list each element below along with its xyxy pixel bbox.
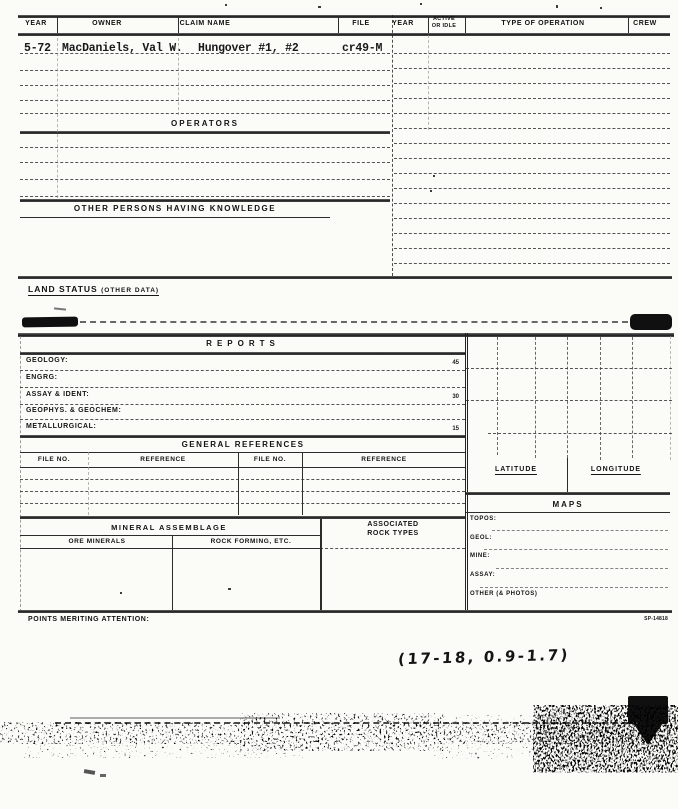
maps-row-topos: TOPOS: <box>470 516 497 522</box>
form-number: SP-14818 <box>644 616 668 622</box>
rule-line <box>394 143 670 144</box>
rule-line <box>428 16 429 33</box>
rule-line <box>57 16 58 33</box>
rule-line <box>394 263 670 264</box>
entry-year: 5-72 <box>24 42 51 55</box>
report-row-assay-ident: ASSAY & IDENT: <box>26 391 90 398</box>
gen-ref-col-reference-2: REFERENCE <box>361 456 407 463</box>
rule-line <box>302 452 303 515</box>
rule-line <box>484 549 668 550</box>
rule-line <box>628 16 629 33</box>
associated-rock-types-title-line2: ROCK TYPES <box>367 530 419 537</box>
rule-line <box>567 458 568 493</box>
col-header-owner: OWNER <box>92 20 122 27</box>
maps-row-mine: MINE: <box>470 553 490 559</box>
rule-line <box>20 179 390 180</box>
latitude-scale-45: 45 <box>452 360 459 366</box>
rule-line <box>670 336 671 460</box>
rule-line <box>57 38 58 198</box>
rule-line <box>430 190 432 192</box>
rule-line <box>20 419 465 420</box>
maps-row-other-photos: OTHER (& PHOTOS) <box>470 591 538 597</box>
report-row-engrg: ENGRG: <box>26 374 58 381</box>
col-header-crew: CREW <box>633 20 657 27</box>
rule-line <box>394 218 670 219</box>
rule-line <box>466 368 672 369</box>
rule-line <box>556 5 558 8</box>
land-status-label <box>28 284 159 296</box>
rule-line <box>80 321 628 323</box>
gen-ref-bottom-border <box>20 516 465 519</box>
col-header-year: YEAR <box>25 20 47 27</box>
rule-line <box>632 337 633 458</box>
gen-ref-col-file-no-2: FILE NO. <box>253 456 287 463</box>
rule-line <box>338 16 339 33</box>
column-divider <box>465 333 468 613</box>
rule-line <box>492 530 668 531</box>
ore-minerals-col-header: ORE MINERALS <box>68 538 126 545</box>
rule-line <box>20 131 390 134</box>
rule-line <box>488 433 672 434</box>
rule-line <box>228 588 231 590</box>
rule-line <box>567 337 568 458</box>
rule-line <box>20 479 465 480</box>
rule-line <box>20 548 320 549</box>
rule-line <box>465 16 466 33</box>
rule-line <box>178 16 179 33</box>
rule-line <box>225 4 227 6</box>
reports-section-title: REPORTS <box>206 339 280 348</box>
rule-line <box>535 337 536 458</box>
rule-line <box>394 203 670 204</box>
operators-section-title: OPERATORS <box>171 119 239 128</box>
table-top-border <box>18 15 670 18</box>
rule-line <box>392 15 393 276</box>
lower-section-bottom-border <box>18 610 672 613</box>
rule-line <box>20 404 465 405</box>
table-bottom-border <box>18 276 672 279</box>
col-header-or-idle: OR IDLE <box>431 23 457 29</box>
entry-claim-name: Hungover #1, #2 <box>198 42 299 55</box>
col-header-year-2: YEAR <box>392 20 414 27</box>
header-underline <box>18 33 670 36</box>
rock-forming-col-header: ROCK FORMING, ETC. <box>210 538 292 545</box>
gen-ref-col-reference-1: REFERENCE <box>140 456 186 463</box>
rule-line <box>178 38 179 115</box>
section-divider <box>18 333 674 337</box>
col-header-active: ACTIVE <box>433 16 455 22</box>
rule-line <box>20 147 390 148</box>
report-row-geology: GEOLOGY: <box>26 357 69 364</box>
latitude-scale-30: 30 <box>452 394 459 400</box>
rule-line <box>320 548 465 549</box>
rule-line <box>20 452 465 453</box>
rule-line <box>20 435 465 438</box>
other-persons-section-title: OTHER PERSONS HAVING KNOWLEDGE <box>73 204 277 213</box>
rule-line <box>20 491 465 492</box>
rule-line <box>466 512 670 513</box>
rule-line <box>20 535 320 536</box>
report-row-metallurgical: METALLURGICAL: <box>26 423 97 430</box>
rule-line <box>466 492 670 495</box>
rule-line <box>394 53 670 54</box>
rule-line <box>394 248 670 249</box>
rule-line <box>394 113 670 114</box>
rule-line <box>394 158 670 159</box>
rule-line <box>394 83 670 84</box>
scan-noise-band <box>0 705 678 800</box>
rule-line <box>600 7 602 9</box>
points-meriting-attention-label: POINTS MERITING ATTENTION: <box>28 616 150 623</box>
rule-line <box>433 175 435 177</box>
redaction-mark <box>630 314 672 330</box>
rule-line <box>20 503 465 504</box>
maps-row-assay: ASSAY: <box>470 572 496 578</box>
rule-line <box>100 774 106 777</box>
rule-line <box>54 307 66 310</box>
latitude-scale-15: 15 <box>452 426 459 432</box>
rule-line <box>394 188 670 189</box>
rule-line <box>20 217 330 218</box>
entry-file: cr49-M <box>342 42 383 55</box>
handwritten-note: (17-18, 0.9-1.7) <box>397 645 571 669</box>
rule-line <box>20 100 390 101</box>
rule-line <box>172 536 173 610</box>
rule-line <box>20 352 465 355</box>
mineral-assemblage-title: MINERAL ASSEMBLAGE <box>111 523 227 532</box>
rule-line <box>20 387 465 388</box>
rule-line <box>20 336 21 612</box>
associated-rock-types-title-line1: ASSOCIATED <box>367 521 419 528</box>
rule-line <box>20 70 390 71</box>
rule-line <box>394 98 670 99</box>
rule-line <box>318 6 321 8</box>
latitude-label: LATITUDE <box>494 466 538 473</box>
land-status-subtitle: (OTHER DATA) <box>101 287 160 294</box>
rule-line <box>20 53 390 54</box>
rule-line <box>496 568 668 569</box>
rule-line <box>480 587 668 588</box>
report-row-geophys-geochem: GEOPHYS. & GEOCHEM: <box>26 407 122 414</box>
col-header-claim-name: CLAIM NAME <box>179 20 231 27</box>
rule-line <box>20 162 390 163</box>
col-header-file: FILE <box>352 20 370 27</box>
general-references-title: GENERAL REFERENCES <box>181 440 305 449</box>
longitude-label: LONGITUDE <box>590 466 642 473</box>
rule-line <box>20 196 390 197</box>
rule-line <box>88 452 89 515</box>
land-status-title: LAND STATUS <box>28 284 98 294</box>
rule-line <box>394 173 670 174</box>
rule-line <box>394 233 670 234</box>
col-header-type-of-operation: TYPE OF OPERATION <box>501 20 585 27</box>
rule-line <box>20 199 390 202</box>
rule-line <box>600 337 601 460</box>
rule-line <box>20 467 465 468</box>
rule-line <box>120 592 122 594</box>
redaction-mark <box>22 317 78 328</box>
rule-line <box>428 35 429 130</box>
entry-owner: MacDaniels, Val W. <box>62 42 183 55</box>
gen-ref-col-file-no-1: FILE NO. <box>37 456 71 463</box>
maps-row-geol: GEOL: <box>470 535 492 541</box>
rule-line <box>238 452 239 515</box>
rule-line <box>394 128 670 129</box>
rule-line <box>320 519 322 610</box>
rule-line <box>394 68 670 69</box>
rule-line <box>20 113 390 114</box>
maps-section-title: MAPS <box>552 500 584 509</box>
rule-line <box>20 370 465 371</box>
rule-line <box>420 3 422 5</box>
rule-line <box>497 337 498 455</box>
rule-line <box>466 400 672 401</box>
rule-line <box>20 85 390 86</box>
